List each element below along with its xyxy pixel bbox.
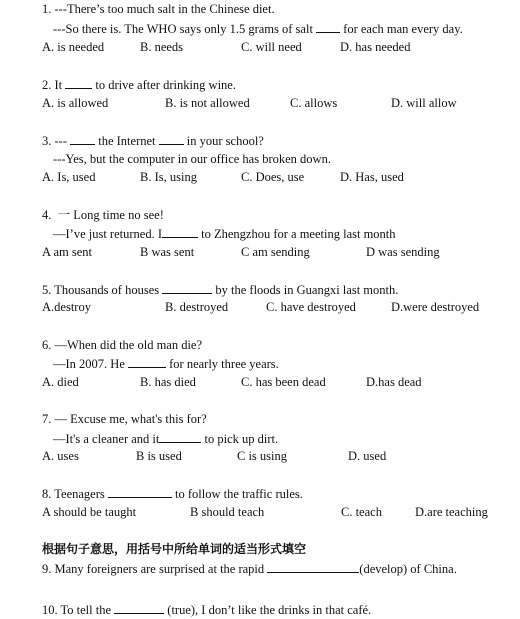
q1-dialogue: [53, 21, 463, 36]
q3-blank-2[interactable]: [159, 133, 184, 145]
q6-option-b[interactable]: B. has died: [140, 375, 196, 389]
q6-text-a: —In 2007. He: [53, 357, 125, 371]
q9-text-a: 9. Many foreigners are surprised at the rapid: [42, 562, 265, 576]
q2-option-d[interactable]: D. will allow: [391, 96, 457, 110]
q1-text-a: ---So there is. The WHO says only 1.5 grams of salt: [53, 22, 313, 36]
q7-stem: 7. — Excuse me, what's this for?: [42, 412, 207, 426]
q3-option-d[interactable]: D. Has, used: [340, 170, 404, 184]
q3-stem: [42, 133, 264, 148]
q6-dialogue: [53, 356, 279, 371]
section-heading: 根据句子意思，用括号中所给单词的适当形式填空: [42, 542, 307, 556]
q2-option-a[interactable]: A. is allowed: [42, 96, 109, 110]
q7-option-d[interactable]: D. used: [348, 449, 387, 463]
q8-text-b: to follow the traffic rules.: [175, 487, 303, 501]
q6-option-d[interactable]: D.has dead: [366, 375, 422, 389]
q7-option-a[interactable]: A. uses: [42, 449, 79, 463]
q4-text-b: to Zhengzhou for a meeting last month: [201, 227, 396, 241]
q7-option-b[interactable]: B is used: [136, 449, 182, 463]
q10-blank[interactable]: [114, 602, 164, 614]
q3-option-b[interactable]: B. Is, using: [140, 170, 197, 184]
q3-text-b: the Internet: [98, 134, 156, 148]
q7-text-a: —It's a cleaner and it: [53, 432, 160, 446]
q5-text-a: 5. Thousands of houses: [42, 283, 160, 297]
q1-blank[interactable]: [316, 21, 340, 33]
q1-option-b[interactable]: B. needs: [140, 40, 184, 54]
q3-option-a[interactable]: A. Is, used: [42, 170, 96, 184]
q1-stem: 1. ---There’s too much salt in the Chinese diet.: [42, 2, 275, 16]
q4-stem: 4. 一 Long time no see!: [42, 208, 164, 222]
q4-option-b[interactable]: B was sent: [140, 245, 195, 259]
q7-dialogue: [53, 431, 278, 446]
q6-blank[interactable]: [128, 356, 166, 368]
q3-dialogue: ---Yes, but the computer in our office has broken down.: [53, 152, 331, 166]
q8-option-c[interactable]: C. teach: [341, 505, 382, 519]
q6-stem: 6. —When did the old man die?: [42, 338, 203, 352]
q2-text-b: to drive after drinking wine.: [95, 78, 236, 92]
q2-text-a: 2. It: [42, 78, 63, 92]
q2-blank[interactable]: [65, 77, 92, 89]
q4-option-a[interactable]: A am sent: [42, 245, 92, 259]
q3-option-c[interactable]: C. Does, use: [241, 170, 305, 184]
q4-blank[interactable]: [162, 226, 198, 238]
q1-option-a[interactable]: A. is needed: [42, 40, 105, 54]
q1-text-b: for each man every day.: [343, 22, 463, 36]
q7-blank[interactable]: [159, 431, 201, 443]
q5-option-a[interactable]: A.destroy: [42, 300, 91, 314]
q2-option-c[interactable]: C. allows: [290, 96, 338, 110]
q1-option-d[interactable]: D. has needed: [340, 40, 411, 54]
q5-text-b: by the floods in Guangxi last month.: [215, 283, 399, 297]
q8-option-d[interactable]: D.are teaching: [415, 505, 488, 519]
q1-option-c[interactable]: C. will need: [241, 40, 302, 54]
q7-option-c[interactable]: C is using: [237, 449, 288, 463]
q6-option-c[interactable]: C. has been dead: [241, 375, 326, 389]
q10-stem: [42, 602, 371, 617]
q3-text-a: 3. ---: [42, 134, 67, 148]
q2-option-b[interactable]: B. is not allowed: [165, 96, 250, 110]
q9-text-b: (develop) of China.: [359, 562, 457, 576]
q3-blank-1[interactable]: [70, 133, 95, 145]
q5-stem: [42, 282, 398, 297]
q2-stem: [42, 77, 236, 92]
q9-blank[interactable]: [267, 561, 359, 573]
q9-stem: [42, 561, 457, 576]
q8-option-b[interactable]: B should teach: [190, 505, 265, 519]
q8-option-a[interactable]: A should be taught: [42, 505, 137, 519]
q4-option-c[interactable]: C am sending: [241, 245, 310, 259]
q8-stem: [42, 486, 303, 501]
q5-option-c[interactable]: C. have destroyed: [266, 300, 356, 314]
q6-option-a[interactable]: A. died: [42, 375, 79, 389]
q4-dialogue: [53, 226, 396, 241]
q8-blank[interactable]: [108, 486, 172, 498]
q5-option-d[interactable]: D.were destroyed: [391, 300, 480, 314]
q10-text-b: (true), I don’t like the drinks in that café.: [167, 603, 372, 617]
q5-option-b[interactable]: B. destroyed: [165, 300, 229, 314]
q3-text-c: in your school?: [186, 134, 264, 148]
q6-text-b: for nearly three years.: [169, 357, 279, 371]
q10-text-a: 10. To tell the: [42, 603, 112, 617]
q4-option-d[interactable]: D was sending: [366, 245, 440, 259]
q4-text-a: —I’ve just returned. I: [53, 227, 162, 241]
q7-text-b: to pick up dirt.: [204, 432, 279, 446]
q8-text-a: 8. Teenagers: [42, 487, 105, 501]
q5-blank[interactable]: [162, 282, 212, 294]
